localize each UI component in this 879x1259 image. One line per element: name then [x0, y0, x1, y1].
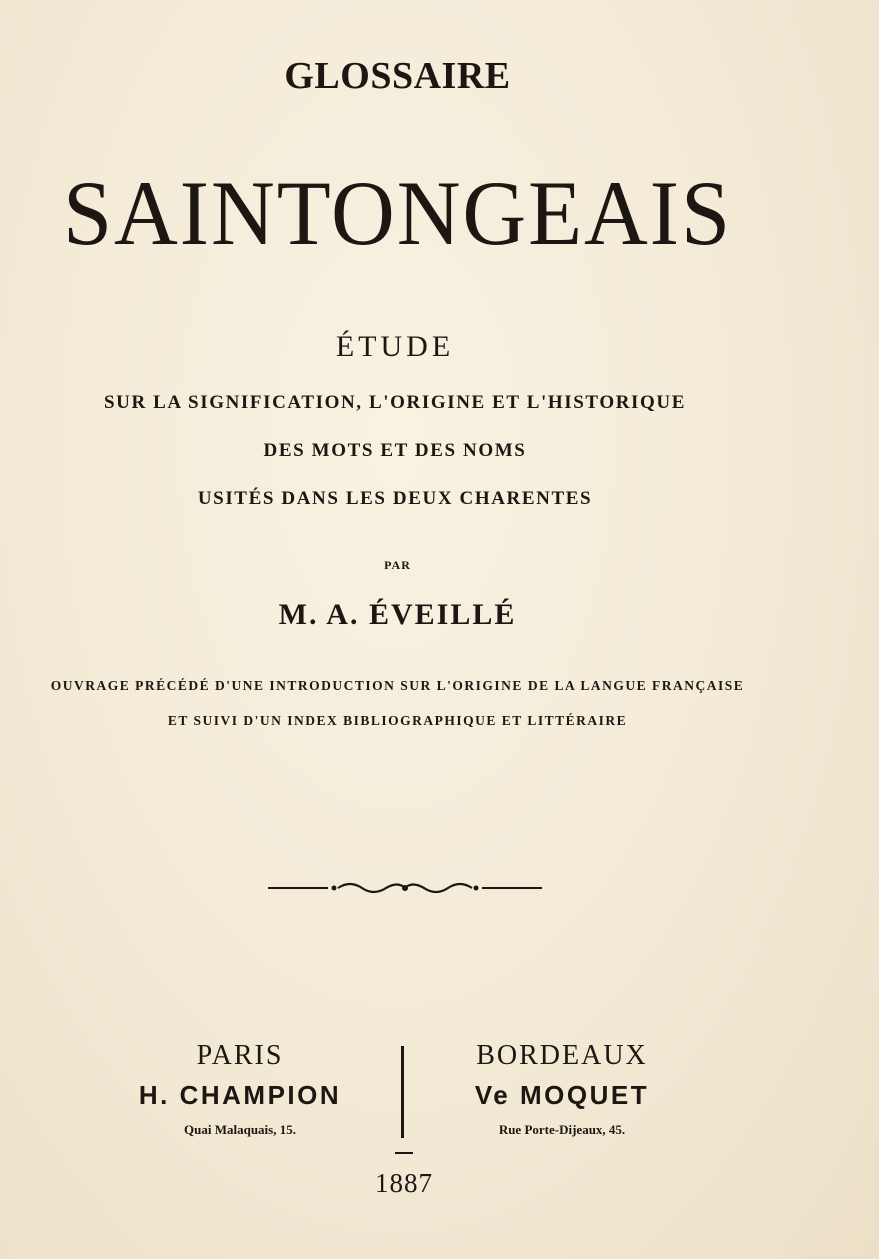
imprint-right-address: Rue Porte-Dijeaux, 45.	[498, 1122, 626, 1137]
imprint-divider	[401, 1046, 404, 1138]
imprint-left-publisher: H. CHAMPION	[138, 1080, 342, 1110]
par-label: PAR	[384, 558, 411, 572]
author-name: M. A. ÉVEILLÉ	[278, 598, 517, 631]
subtitle-line-2: DES MOTS ET DES NOMS	[263, 440, 527, 461]
imprint-left-address: Quai Malaquais, 15.	[184, 1122, 296, 1137]
title-glossaire: GLOSSAIRE	[284, 55, 511, 97]
subtitle-line-1: SUR LA SIGNIFICATION, L'ORIGINE ET L'HISTORIQUE	[103, 392, 686, 413]
ouvrage-line-2: ET SUIVI D'UN INDEX BIBLIOGRAPHIQUE ET LITTÉRAIRE	[167, 713, 628, 728]
publication-year: 1887	[375, 1168, 433, 1198]
ouvrage-line-1: OUVRAGE PRÉCÉDÉ D'UNE INTRODUCTION SUR L'ORIGINE DE LA LANGUE FRANÇAISE	[50, 678, 745, 693]
imprint-right-city: BORDEAUX	[476, 1040, 648, 1071]
ornament-rule	[266, 878, 544, 898]
main-title: SAINTONGEAIS	[62, 162, 733, 264]
year-dash	[395, 1152, 413, 1154]
imprint-right-publisher: Ve MOQUET	[474, 1080, 650, 1110]
subtitle-etude: ÉTUDE	[335, 330, 455, 363]
imprint-left-city: PARIS	[196, 1040, 284, 1071]
subtitle-line-3: USITÉS DANS LES DEUX CHARENTES	[197, 488, 593, 509]
